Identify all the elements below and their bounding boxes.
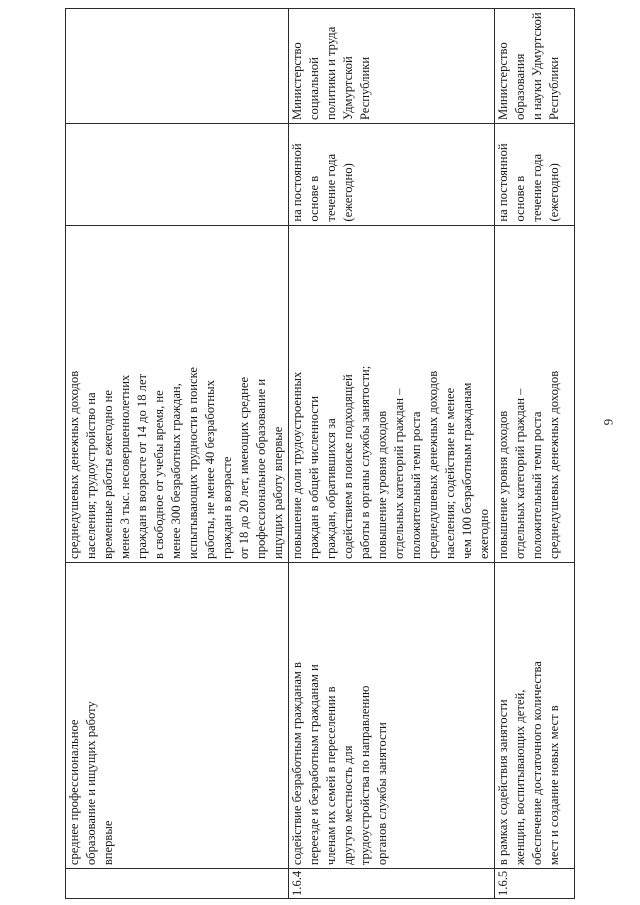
term-cell <box>66 124 289 226</box>
executor-text: Министерство образования и науки Удмуртской Республики <box>496 12 561 121</box>
result-text: среднедушевых денежных доходов населения; трудоустройство на временные работы ежегодно не менее 3 тыс. несовершеннолетних граждан в возрасте от 14 до 18 лет в свободное от учебы время, не менее 300 безработных граждан, испытывающих трудности в поиске работы, не менее 40 безработных граждан в возрасте от 18 до 20 лет, имеющих среднее профессиональное образование и ищущих работу впервые <box>67 366 285 560</box>
item-number-cell <box>66 869 289 899</box>
item-number: 1.6.5 <box>496 870 510 896</box>
executor-cell <box>66 9 289 124</box>
item-number-cell <box>289 869 495 899</box>
measure-text: в рамках содействия занятости женщин, воспитывающих детей, обеспечение достаточного количества мест и создание новых мест в <box>496 661 561 866</box>
page-number: 6 <box>601 418 616 426</box>
measures-table <box>65 8 575 899</box>
measures-table-rotated <box>65 8 574 899</box>
table-row <box>495 9 575 899</box>
item-number: 1.6.4 <box>290 870 304 896</box>
measure-cell <box>289 563 495 869</box>
result-cell <box>495 225 575 562</box>
item-number-cell <box>495 869 575 899</box>
term-cell <box>495 124 575 226</box>
measure-cell <box>495 563 575 869</box>
measure-text: среднее профессиональное образование и ищущих работу впервые <box>67 701 115 866</box>
executor-text: Министерство социальной политики и труда Удмуртской Республики <box>290 26 372 121</box>
term-text: на постоянной основе в течение года (ежегодно) <box>290 143 355 222</box>
result-cell <box>289 225 495 562</box>
result-cell <box>66 225 289 562</box>
executor-cell <box>495 9 575 124</box>
term-text: на постоянной основе в течение года (ежегодно) <box>496 143 561 222</box>
table-row <box>289 9 495 899</box>
result-text: повышение уровня доходов отдельных категорий граждан – положительный темп роста среднедушевых денежных доходов <box>496 370 561 560</box>
measure-text: содействие безработным гражданам в переезде и безработным гражданам и членам их семей в переселении в другую местность для трудоустройства по направлению органов службы занятости <box>290 662 389 866</box>
executor-cell <box>289 9 495 124</box>
term-cell <box>289 124 495 226</box>
result-text: повышение доли трудоустроенных граждан в общей численности граждан, обратившихся за содействием в поиске подходящей работы в органы службы занятости; повышение уровня доходов отдельных категорий граждан – положительный темп роста среднедушевых денежных доходов населения; содействие не менее чем 100 безработным гражданам ежегодно <box>290 365 491 560</box>
measure-cell <box>66 563 289 869</box>
table-row <box>66 9 289 899</box>
